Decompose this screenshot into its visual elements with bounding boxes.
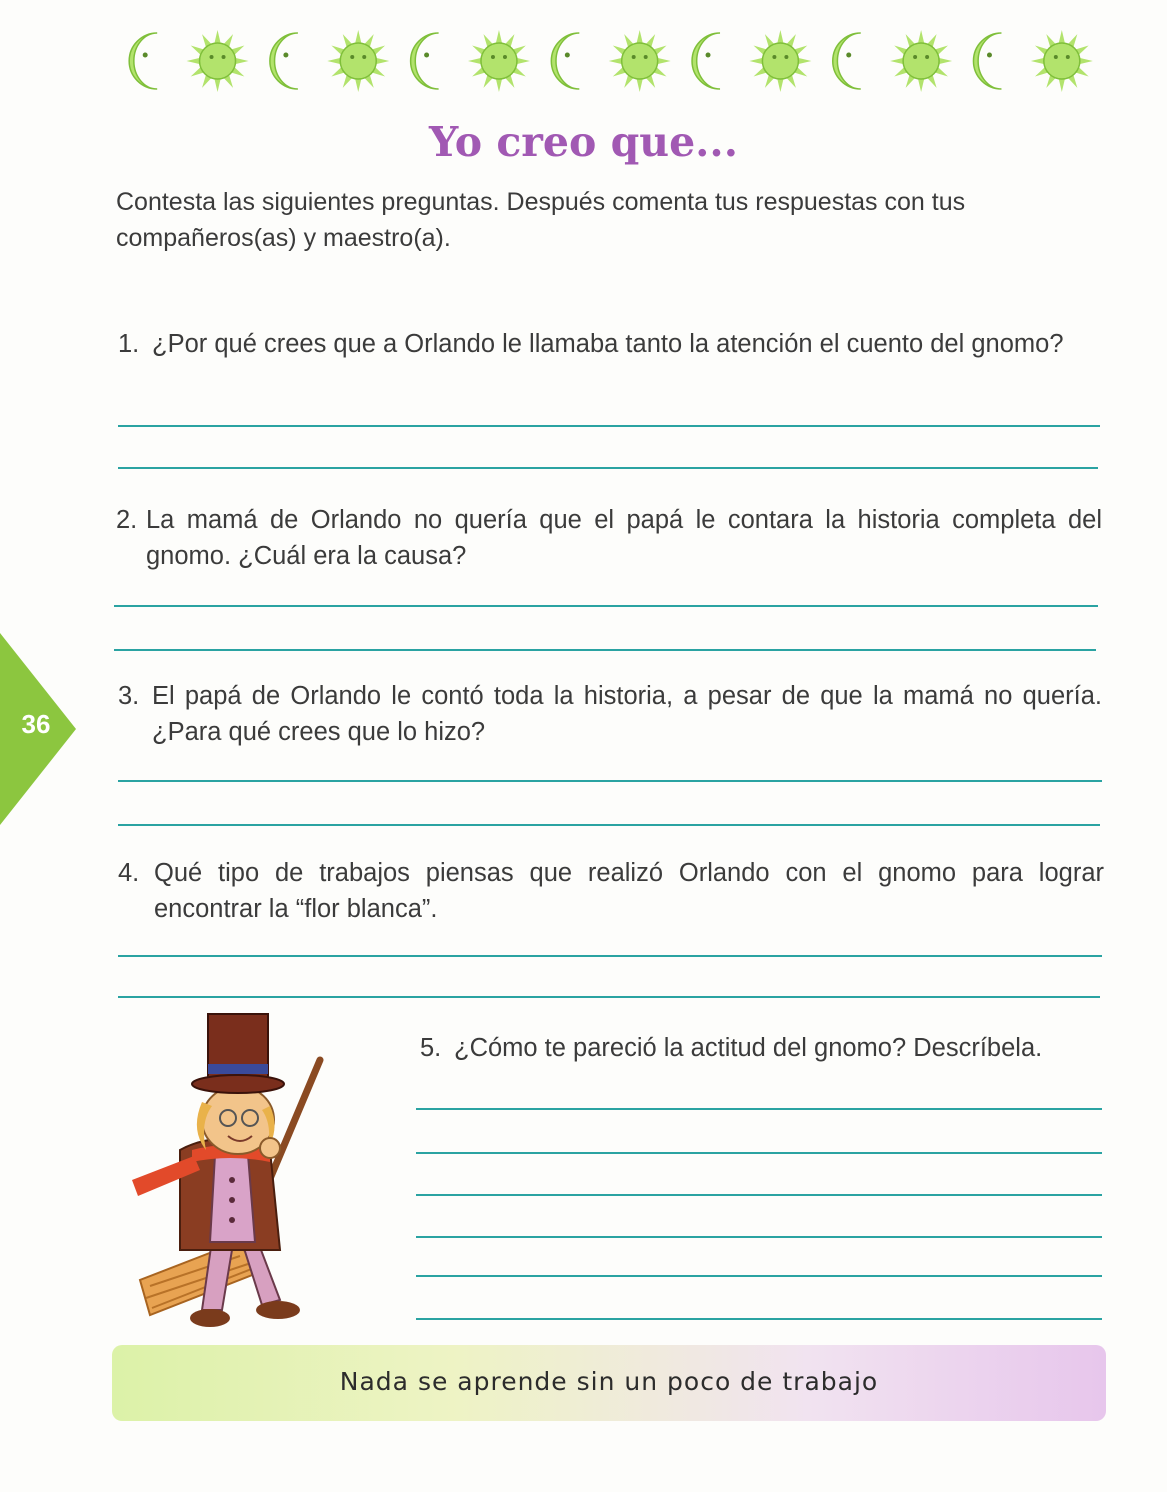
sun-face-icon (327, 30, 389, 92)
moon-face-icon (833, 33, 861, 89)
answer-line-5f[interactable] (416, 1318, 1102, 1320)
moon-face-icon (270, 33, 298, 89)
page-number: 36 (21, 709, 51, 739)
sun-face-icon (187, 30, 249, 92)
answer-line-3b[interactable] (118, 824, 1100, 826)
question-number: 5. (420, 1034, 442, 1062)
answer-line-5d[interactable] (416, 1236, 1102, 1238)
question-5 (420, 1030, 1110, 1066)
gnome-illustration (120, 1010, 350, 1335)
moon-face-icon (551, 33, 579, 89)
question-number: 1. (118, 330, 140, 358)
answer-line-4a[interactable] (118, 955, 1102, 957)
moon-face-icon (692, 33, 720, 89)
question-text: ¿Por qué crees que a Orlando le llamaba tanto la atención el cuento del gnomo? (152, 330, 1064, 358)
answer-line-5e[interactable] (416, 1275, 1102, 1277)
question-4 (118, 855, 1104, 927)
sun-face-icon (609, 30, 671, 92)
motto-text: Nada se aprende sin un poco de trabajo (339, 1367, 879, 1396)
answer-line-2b[interactable] (114, 649, 1096, 651)
answer-line-1b[interactable] (118, 467, 1098, 469)
question-2 (116, 502, 1102, 574)
answer-line-4b[interactable] (118, 996, 1100, 998)
question-text: El papá de Orlando le contó toda la historia, a pesar de que la mamá no quería. ¿Para qué crees que lo hizo? (152, 682, 1102, 746)
question-number: 2. (116, 506, 138, 534)
question-number: 3. (118, 682, 140, 710)
answer-line-5a[interactable] (416, 1108, 1102, 1110)
moon-face-icon (411, 33, 439, 89)
instructions: Contesta las siguientes preguntas. Después comenta tus respuestas con tus compañeros(as) y maestro(a). (116, 188, 966, 252)
question-number: 4. (118, 859, 140, 887)
question-text: ¿Cómo te pareció la actitud del gnomo? Descríbela. (454, 1034, 1043, 1062)
question-text: La mamá de Orlando no quería que el papá le contara la historia completa del gnomo. ¿Cuál era la causa? (146, 506, 1102, 570)
sun-face-icon (468, 30, 530, 92)
answer-line-5c[interactable] (416, 1194, 1102, 1196)
question-3 (118, 678, 1102, 750)
moon-face-icon (129, 33, 157, 89)
sun-face-icon (890, 30, 952, 92)
question-text: Qué tipo de trabajos piensas que realizó Orlando con el gnomo para lograr encontrar la “flor blanca”. (154, 859, 1104, 923)
answer-line-1a[interactable] (118, 425, 1100, 427)
answer-line-5b[interactable] (416, 1152, 1102, 1154)
question-1 (118, 326, 1100, 362)
sun-face-icon (1031, 30, 1093, 92)
motto-banner (112, 1345, 1106, 1421)
answer-line-2a[interactable] (114, 605, 1098, 607)
moon-face-icon (973, 33, 1001, 89)
page-title: Yo creo que... (429, 118, 738, 166)
answer-line-3a[interactable] (118, 780, 1102, 782)
sun-face-icon (749, 30, 811, 92)
decorative-border (112, 28, 1097, 94)
